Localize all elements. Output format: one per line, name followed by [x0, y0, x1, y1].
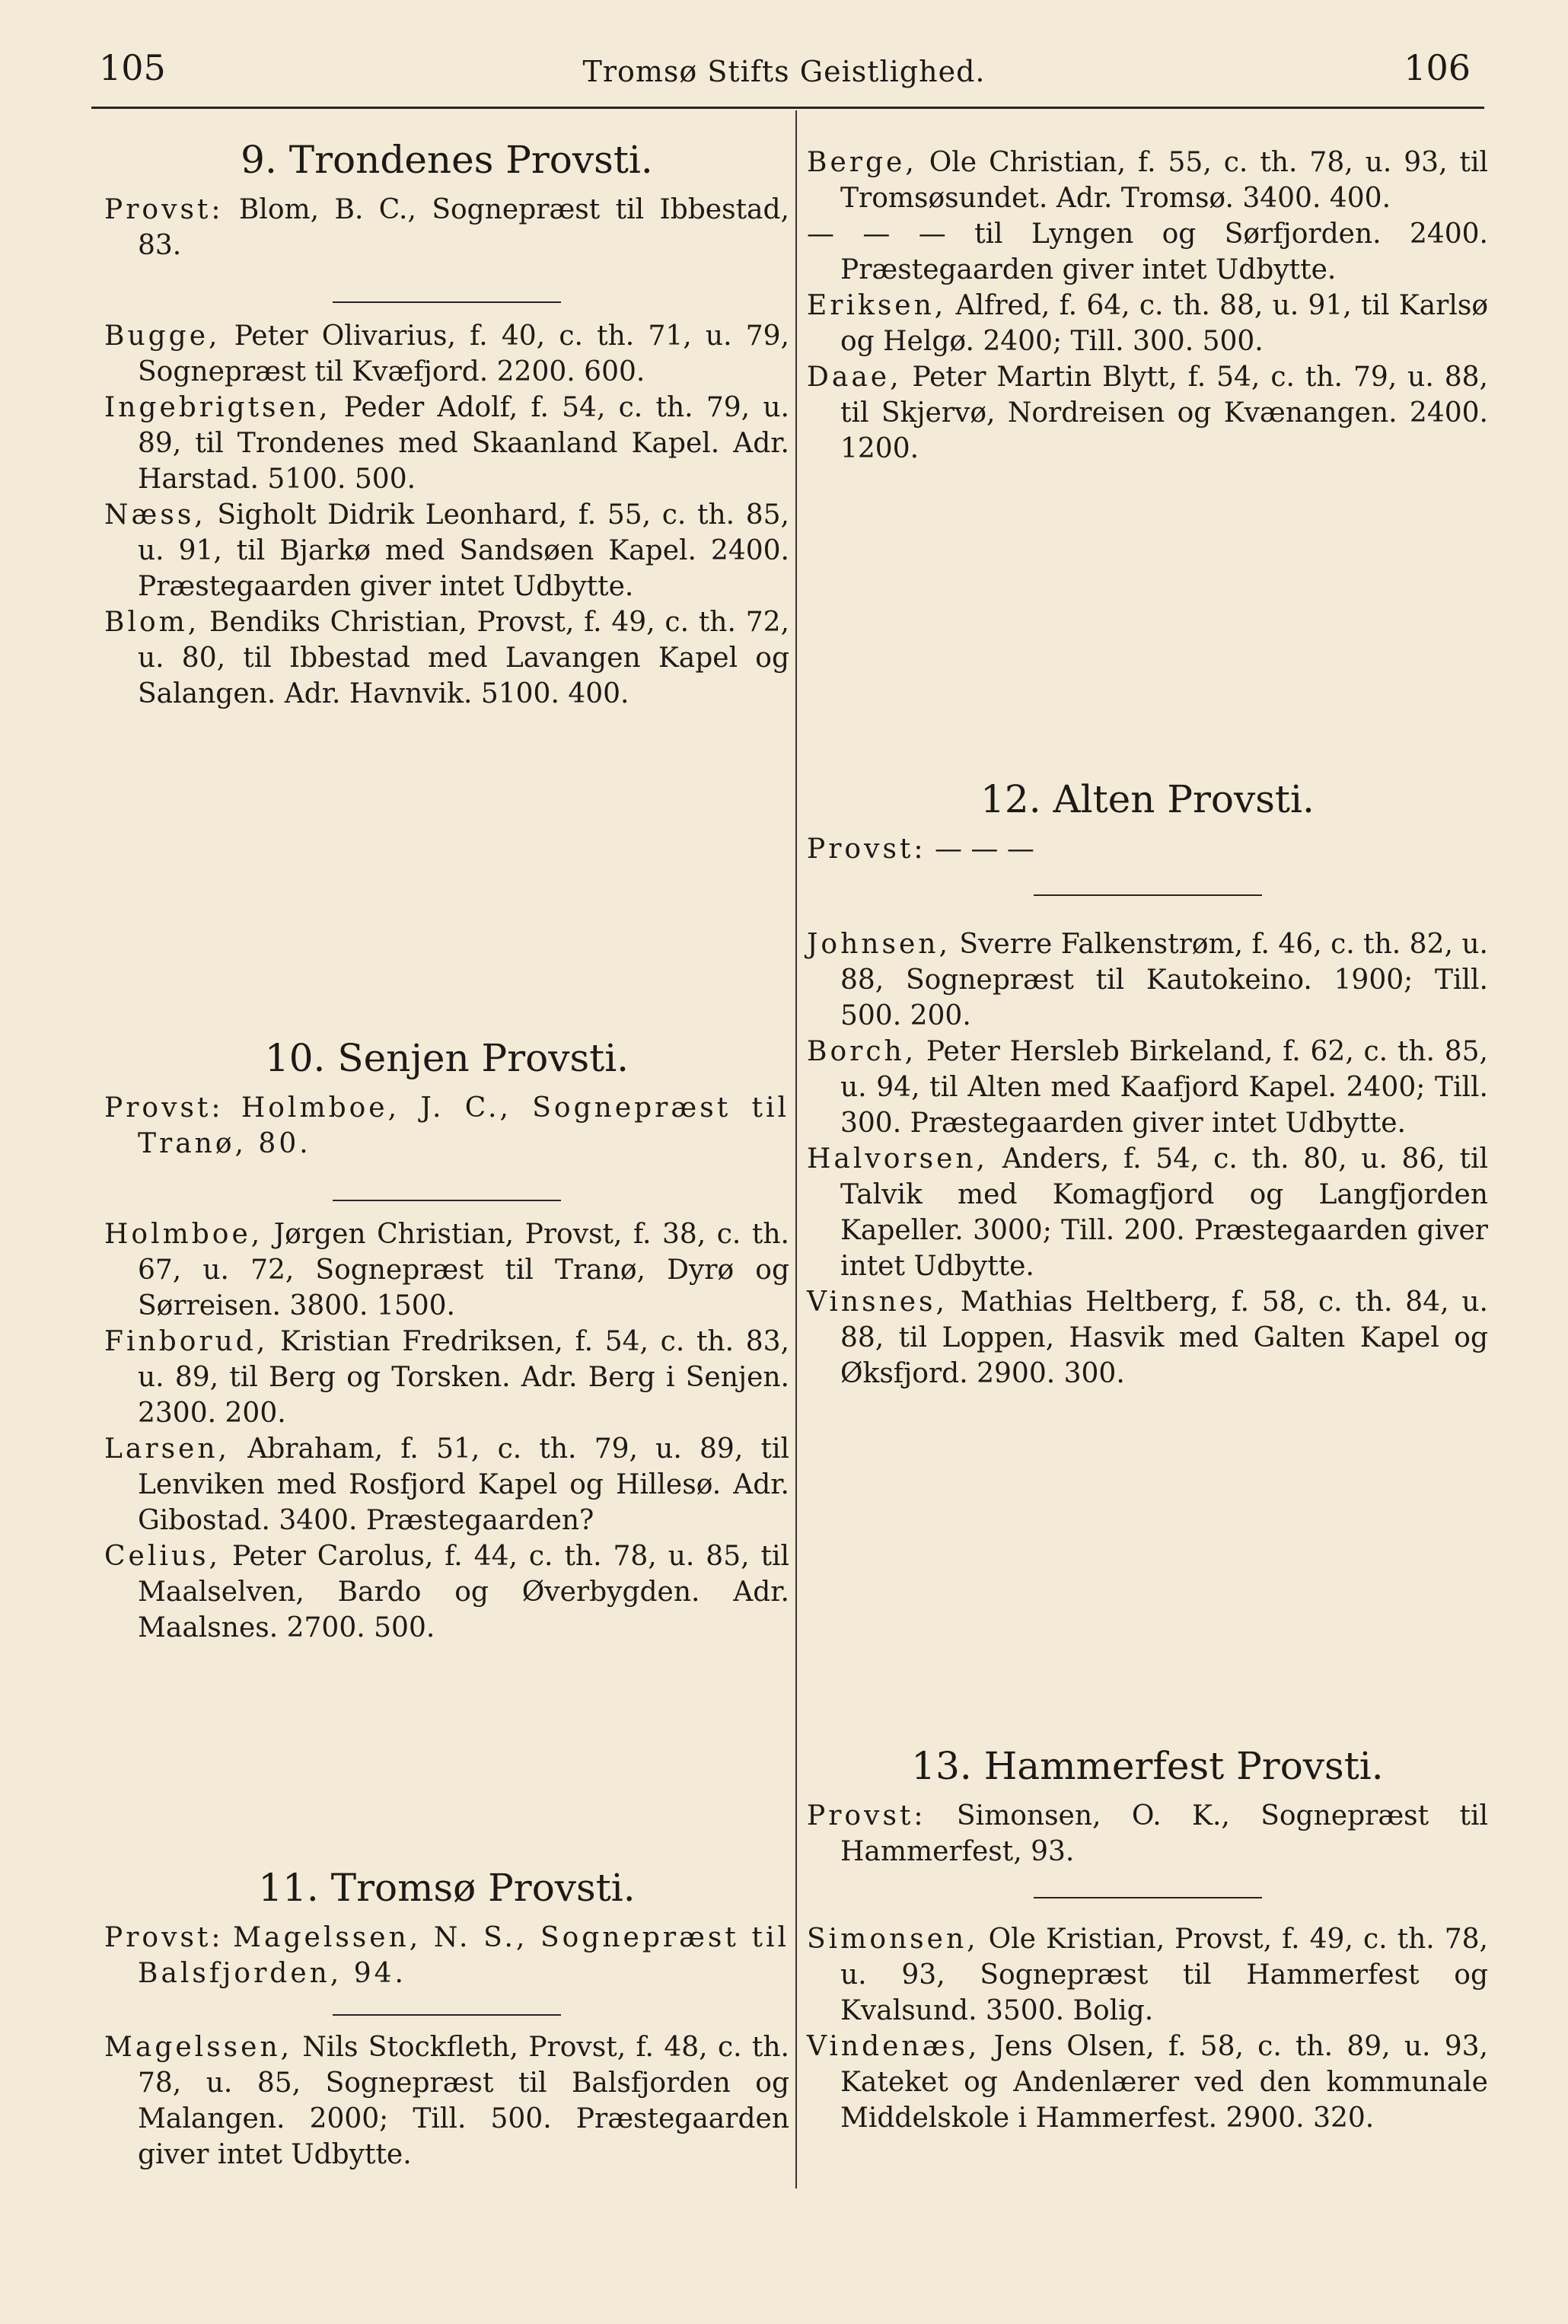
entry [104, 1216, 789, 1324]
entry-text: Alfred, f. 64, c. th. 88, u. 91, til Karlsø og Helgø. 2400; Till. 300. 500. [840, 290, 1488, 357]
section-rule [333, 1200, 561, 1201]
entry-name: Finborud, [104, 1326, 269, 1357]
provost-label: Provst: [104, 194, 224, 225]
provost-text: Holmboe, J. C., Sognepræst til Tranø, 80. [138, 1092, 789, 1159]
provost-label: Provst: [104, 1092, 224, 1124]
provost-line [104, 192, 789, 263]
entry [807, 1284, 1488, 1392]
provost-label: Provst: [104, 1922, 224, 1953]
section-hammerfest [807, 1743, 1488, 2136]
entry-name: Ingebrigtsen, [104, 392, 331, 423]
entry-text: Sverre Falkenstrøm, f. 46, c. th. 82, u. 88, Sognepræst til Kautokeino. 1900; Till. 500. 200. [840, 929, 1489, 1031]
entry [104, 1324, 789, 1431]
entry [807, 288, 1488, 359]
entry [807, 926, 1488, 1034]
entry [104, 497, 789, 604]
entry-name: Johnsen, [807, 929, 951, 960]
entry [807, 216, 1488, 288]
entry [104, 2029, 789, 2173]
entry-text: Abraham, f. 51, c. th. 79, u. 89, til Lenviken med Rosfjord Kapel og Hillesø. Adr. Gibostad. 3400. Præstegaarden? [138, 1433, 789, 1536]
right-page-number: 106 [1404, 47, 1471, 88]
entry [104, 1538, 789, 1646]
entry-text: Nils Stockfleth, Provst, f. 48, c. th. 78, u. 85, Sognepræst til Balsfjorden og Malangen. 2000; Till. 500. Præstegaarden giver intet Udbytte. [138, 2032, 789, 2170]
entry-name: Simonsen, [807, 1924, 979, 1955]
provost-text: — — — [934, 834, 1034, 865]
section-title: 13. Hammerfest Provsti. [911, 1744, 1384, 1788]
provost-line [104, 1920, 789, 1991]
entry-text: Jørgen Christian, Provst, f. 38, c. th. 67, u. 72, Sognepræst til Tranø, Dyrø og Sørreisen. 3800. 1500. [138, 1219, 789, 1321]
entry-name: Blom, [104, 607, 200, 638]
entry-text: Anders, f. 54, c. th. 80, u. 86, til Talvik med Komagfjord og Langfjorden Kapeller. 3000; Till. 200. Præstegaarden giver intet Udbytte. [840, 1143, 1488, 1282]
left-page-number: 105 [99, 47, 166, 88]
entry [807, 2029, 1488, 2136]
entry-text: til Lyngen og Sørfjorden. 2400. Præstegaarden giver intet Udbytte. [840, 218, 1488, 285]
entry-name: Vinsnes, [807, 1286, 948, 1318]
entry-text: Peter Hersleb Birkeland, f. 62, c. th. 85, u. 94, til Alten med Kaafjord Kapel. 2400; Till. 300. Præstegaarden giver intet Udbytte. [840, 1036, 1488, 1139]
entry-text: Ole Christian, f. 55, c. th. 78, u. 93, til Tromsøsundet. Adr. Tromsø. 3400. 400. [840, 147, 1488, 214]
column-divider [795, 110, 797, 2189]
entry-text: Peter Carolus, f. 44, c. th. 78, u. 85, til Maalselven, Bardo og Øverbygden. Adr. Maalsnes. 2700. 500. [138, 1541, 789, 1643]
entry-name: Celius, [104, 1541, 221, 1572]
section-tromso-continued [807, 145, 1488, 467]
section-alten [807, 776, 1488, 1392]
entry-text: Kristian Fredriksen, f. 54, c. th. 83, u. 89, til Berg og Torsken. Adr. Berg i Senjen. 2300. 200. [138, 1326, 789, 1429]
entry [104, 318, 789, 390]
entry [807, 1141, 1488, 1284]
section-title: 9. Trondenes Provsti. [241, 138, 653, 182]
provost-line [807, 831, 1488, 867]
provost-label: Provst: [807, 834, 926, 865]
section-title: 11. Tromsø Provsti. [258, 1866, 636, 1910]
provost-text: Blom, B. C., Sognepræst til Ibbestad, 83. [138, 194, 789, 261]
entry-name: Næss, [104, 499, 206, 531]
provost-line [807, 1798, 1488, 1870]
entry-name: Larsen, [104, 1433, 230, 1465]
section-trondenes [104, 137, 789, 712]
entry-name: Vindenæs, [807, 2031, 980, 2062]
header-rule [91, 107, 1484, 109]
provost-line [104, 1090, 789, 1162]
entry-text: Jens Olsen, f. 58, c. th. 89, u. 93, Kateket og Andenlærer ved den kommunale Middelskole i Hammerfest. 2900. 320. [840, 2031, 1488, 2134]
entry [104, 390, 789, 497]
provost-text: Simonsen, O. K., Sognepræst til Hammerfest, 93. [840, 1800, 1488, 1867]
entry-name: Berge, [807, 147, 917, 178]
entry [104, 1431, 789, 1538]
entry-text: Bendiks Christian, Provst, f. 49, c. th. 72, u. 80, til Ibbestad med Lavangen Kapel og Salangen. Adr. Havnvik. 5100. 400. [138, 607, 789, 709]
section-rule [333, 2014, 561, 2016]
section-title: 10. Senjen Provsti. [264, 1036, 629, 1080]
section-rule [1034, 894, 1262, 896]
entry-text: Peter Martin Blytt, f. 54, c. th. 79, u. 88, til Skjervø, Nordreisen og Kvænangen. 2400. 1200. [840, 362, 1488, 464]
entry-name: Halvorsen, [807, 1143, 988, 1175]
entry [104, 604, 789, 712]
entry-text: Peter Olivarius, f. 40, c. th. 71, u. 79, Sognepræst til Kvæfjord. 2200. 600. [138, 320, 789, 387]
entry-text: Peder Adolf, f. 54, c. th. 79, u. 89, til Trondenes med Skaanland Kapel. Adr. Harstad. 5100. 500. [138, 392, 789, 495]
entry-name: Magelssen, [104, 2032, 293, 2063]
section-rule [1034, 1897, 1262, 1898]
entry-name: Daae, [807, 362, 902, 393]
entry-text: Ole Kristian, Provst, f. 49, c. th. 78, u. 93, Sognepræst til Hammerfest og Kvalsund. 3500. Bolig. [840, 1924, 1488, 2026]
entry-name: Holmboe, [104, 1219, 263, 1250]
entry [807, 1921, 1488, 2029]
running-header-title: Tromsø Stifts Geistlighed. [582, 55, 986, 88]
entry [807, 1034, 1488, 1141]
entry [807, 359, 1488, 467]
entry-name: Bugge, [104, 320, 221, 352]
section-rule [333, 301, 561, 303]
section-title: 12. Alten Provsti. [980, 777, 1315, 821]
entry-name: Borch, [807, 1036, 917, 1067]
section-tromso [104, 1865, 789, 2173]
provost-text: Magelssen, N. S., Sognepræst til Balsfjorden, 94. [138, 1922, 789, 1989]
entry-name: Eriksen, [807, 290, 947, 321]
entry [807, 145, 1488, 216]
entry-text: Mathias Heltberg, f. 58, c. th. 84, u. 88, til Loppen, Hasvik med Galten Kapel og Øksfjord. 2900. 300. [840, 1286, 1488, 1389]
entry-name: — — — [807, 218, 946, 250]
section-senjen [104, 1035, 789, 1646]
provost-label: Provst: [807, 1800, 926, 1831]
entry-text: Sigholt Didrik Leonhard, f. 55, c. th. 85, u. 91, til Bjarkø med Sandsøen Kapel. 2400. Præstegaarden giver intet Udbytte. [138, 499, 789, 602]
